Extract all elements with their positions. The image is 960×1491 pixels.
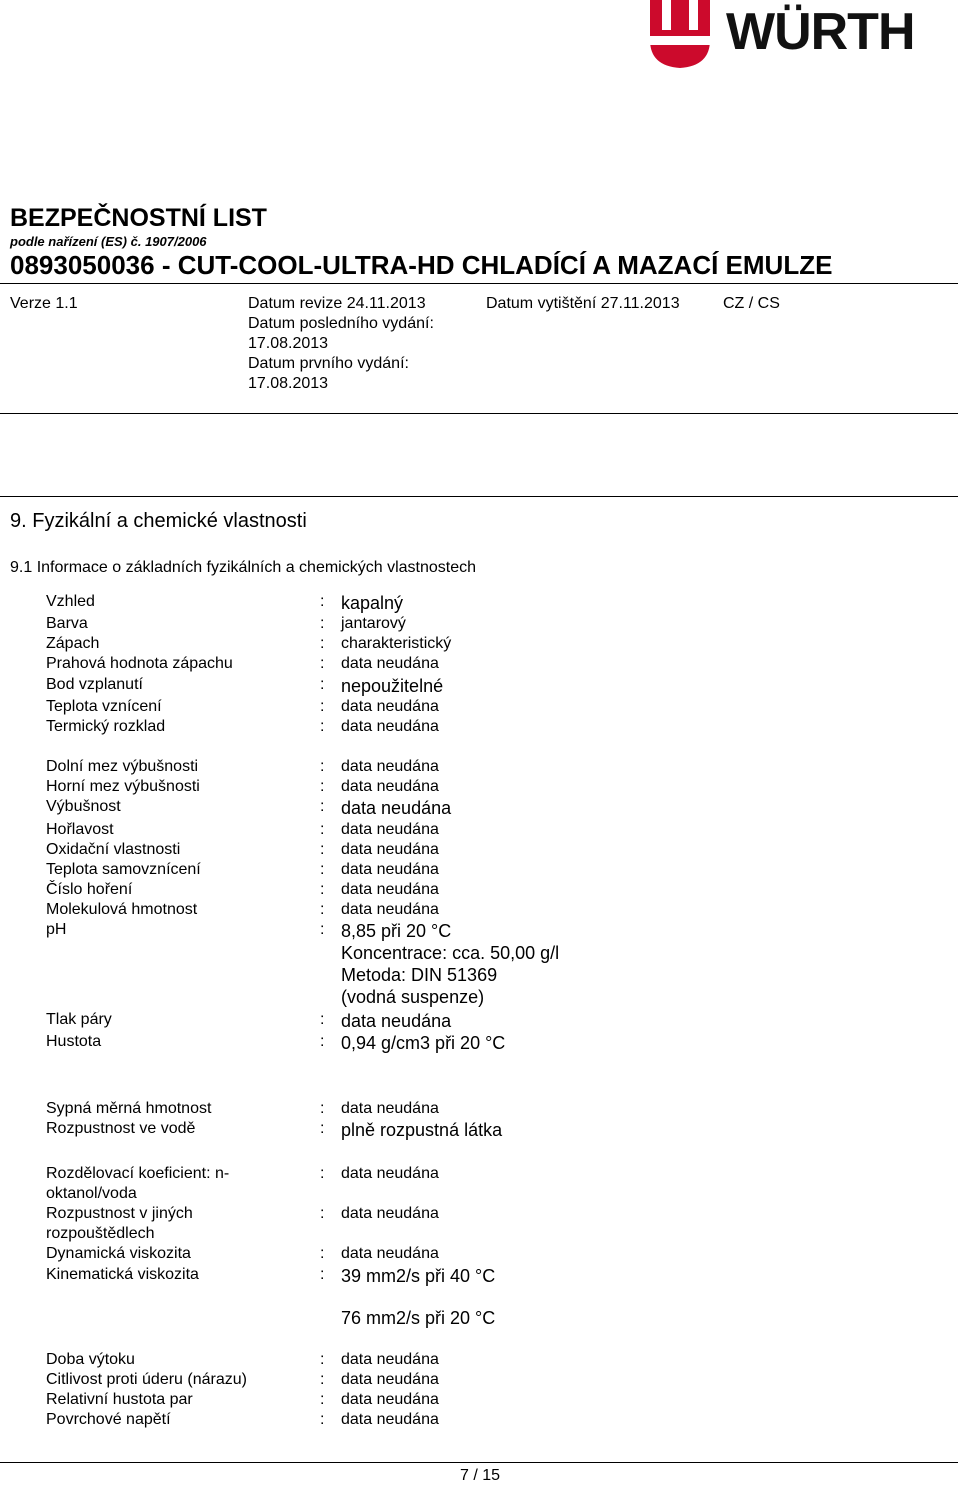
property-value-detail: (vodná suspenze) [341, 987, 485, 1007]
page-number: 7 / 15 [459, 1467, 501, 1484]
property-value: plně rozpustná látka [341, 1120, 503, 1140]
separator: : [320, 1100, 325, 1117]
property-label: Molekulová hmotnost [46, 901, 198, 918]
separator: : [320, 1165, 325, 1182]
separator: : [320, 1205, 325, 1222]
separator: : [320, 1351, 325, 1368]
property-value: data neudána [341, 1371, 439, 1388]
property-label: Prahová hodnota zápachu [46, 655, 233, 672]
property-label: Termický rozklad [46, 718, 166, 735]
separator: : [320, 921, 325, 938]
separator: : [320, 758, 325, 775]
separator: : [320, 1411, 325, 1428]
property-label: Rozdělovací koeficient: n-oktanol/voda [46, 1165, 230, 1202]
property-label: Rozpustnost ve vodě [46, 1120, 196, 1137]
property-label: Barva [46, 615, 88, 632]
property-label: Hořlavost [46, 821, 114, 838]
separator: : [320, 1033, 325, 1050]
property-label: Rozpustnost v jiných rozpouštědlech [46, 1205, 193, 1242]
separator: : [320, 635, 325, 652]
property-value: data neudána [341, 655, 439, 672]
regulation-reference: podle nařízení (ES) č. 1907/2006 [10, 234, 207, 249]
document-title: BEZPEČNOSTNÍ LIST [10, 204, 267, 232]
property-label: Teplota vznícení [46, 698, 162, 715]
subsection-title: 9.1 Informace o základních fyzikálních a chemických vlastnostech [10, 559, 476, 576]
separator: : [320, 698, 325, 715]
country-language: CZ / CS [723, 295, 780, 312]
property-label: pH [46, 921, 67, 938]
separator: : [320, 881, 325, 898]
property-value: 8,85 při 20 °C [341, 921, 452, 941]
separator: : [320, 718, 325, 735]
separator: : [320, 1011, 325, 1028]
property-value: data neudána [341, 1011, 452, 1031]
first-issue-label: Datum prvního vydání: [248, 355, 409, 372]
property-label: Číslo hoření [46, 881, 133, 898]
print-date: Datum vytištění 27.11.2013 [486, 295, 680, 312]
separator: : [320, 901, 325, 918]
property-value: data neudána [341, 1100, 439, 1117]
last-issue-date: 17.08.2013 [248, 335, 329, 352]
separator: : [320, 861, 325, 878]
property-value: nepoužitelné [341, 676, 444, 696]
property-label: Tlak páry [46, 1011, 112, 1028]
property-label: Vzhled [46, 593, 95, 610]
property-value: 0,94 g/cm3 při 20 °C [341, 1033, 506, 1053]
property-value: data neudána [341, 901, 439, 918]
separator: : [320, 1266, 325, 1283]
header-divider-top [0, 283, 958, 284]
property-label: Povrchové napětí [46, 1411, 171, 1428]
separator: : [320, 841, 325, 858]
property-value: data neudána [341, 1165, 439, 1182]
section-divider [0, 496, 958, 497]
property-value: charakteristický [341, 635, 452, 652]
header-divider-bottom [0, 413, 958, 414]
separator: : [320, 1245, 325, 1262]
property-value-detail: Koncentrace: cca. 50,00 g/l [341, 943, 560, 963]
separator: : [320, 1371, 325, 1388]
property-value: data neudána [341, 861, 439, 878]
separator: : [320, 593, 325, 610]
property-value: data neudána [341, 1411, 439, 1428]
separator: : [320, 798, 325, 815]
property-value: data neudána [341, 881, 439, 898]
property-label: Kinematická viskozita [46, 1266, 199, 1283]
separator: : [320, 615, 325, 632]
property-label: Horní mez výbušnosti [46, 778, 200, 795]
property-label: Teplota samovznícení [46, 861, 201, 878]
separator: : [320, 676, 325, 693]
property-label: Bod vzplanutí [46, 676, 143, 693]
property-label: Doba výtoku [46, 1351, 135, 1368]
property-label: Hustota [46, 1033, 102, 1050]
section-title: 9. Fyzikální a chemické vlastnosti [10, 510, 307, 532]
separator: : [320, 655, 325, 672]
property-label: Dolní mez výbušnosti [46, 758, 199, 775]
property-value: data neudána [341, 718, 439, 735]
separator: : [320, 1391, 325, 1408]
property-value: data neudána [341, 1351, 439, 1368]
last-issue-label: Datum posledního vydání: [248, 315, 434, 332]
first-issue-date: 17.08.2013 [248, 375, 329, 392]
footer-divider [0, 1462, 958, 1463]
property-value: data neudána [341, 758, 439, 775]
property-label: Sypná měrná hmotnost [46, 1100, 212, 1117]
property-label: Dynamická viskozita [46, 1245, 191, 1262]
property-value: data neudána [341, 1205, 439, 1222]
property-value-detail: Metoda: DIN 51369 [341, 965, 498, 985]
property-value: data neudána [341, 1245, 439, 1262]
property-value: data neudána [341, 821, 439, 838]
revision-date: Datum revize 24.11.2013 [248, 295, 426, 312]
property-label: Relativní hustota par [46, 1391, 193, 1408]
product-name: 0893050036 - CUT-COOL-ULTRA-HD CHLADÍCÍ A MAZACÍ EMULZE [10, 250, 833, 280]
property-value-detail: 76 mm2/s při 20 °C [341, 1308, 496, 1328]
property-value: data neudána [341, 1391, 439, 1408]
property-label: Citlivost proti úderu (nárazu) [46, 1371, 247, 1388]
property-value: data neudána [341, 841, 439, 858]
separator: : [320, 1120, 325, 1137]
property-value: data neudána [341, 698, 439, 715]
separator: : [320, 778, 325, 795]
property-value: jantarový [341, 615, 406, 632]
separator: : [320, 821, 325, 838]
property-label: Oxidační vlastnosti [46, 841, 181, 858]
wurth-logo-text: WÜRTH [726, 3, 915, 61]
wurth-logo [648, 0, 960, 70]
wurth-logo-mark-icon [648, 0, 718, 70]
version: Verze 1.1 [10, 295, 78, 312]
property-value: data neudána [341, 798, 452, 818]
property-value: kapalný [341, 593, 404, 613]
property-label: Výbušnost [46, 798, 121, 815]
property-value: 39 mm2/s při 40 °C [341, 1266, 496, 1286]
property-value: data neudána [341, 778, 439, 795]
property-label: Zápach [46, 635, 100, 652]
